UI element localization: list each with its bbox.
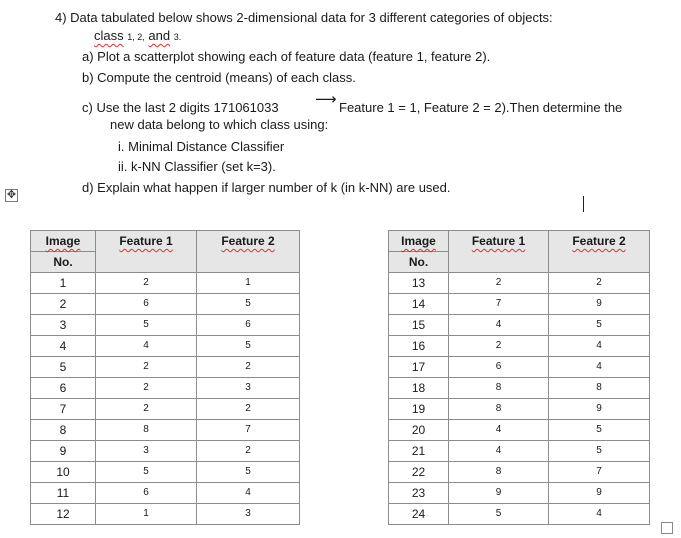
feature2-cell: 3 <box>197 378 300 399</box>
image-no-cell: 23 <box>389 483 449 504</box>
image-no-cell: 22 <box>389 462 449 483</box>
table-row <box>389 357 650 378</box>
feature2-cell: 2 <box>549 273 650 294</box>
feature2-cell: 2 <box>197 399 300 420</box>
image-no-cell: 5 <box>31 357 96 378</box>
table-row <box>389 483 650 504</box>
feature2-cell: 4 <box>549 357 650 378</box>
table-row <box>31 483 300 504</box>
feature2-cell: 7 <box>549 462 650 483</box>
table-row <box>389 441 650 462</box>
feature2-cell: 5 <box>549 420 650 441</box>
question-c-line2: new data belong to which class using: <box>110 117 329 132</box>
image-no-cell: 8 <box>31 420 96 441</box>
feature1-cell: 7 <box>449 294 549 315</box>
feature1-cell: 2 <box>96 273 197 294</box>
feature1-cell: 2 <box>96 378 197 399</box>
feature1-cell: 8 <box>449 462 549 483</box>
table-row <box>389 378 650 399</box>
feature1-cell: 4 <box>449 441 549 462</box>
question-d: d) Explain what happen if larger number of k (in k-NN) are used. <box>82 180 451 195</box>
header-feature2: Feature 2 <box>197 231 300 273</box>
header-image: Image <box>389 231 449 252</box>
feature1-cell: 3 <box>96 441 197 462</box>
question-intro <box>55 10 553 25</box>
feature1-cell: 2 <box>449 336 549 357</box>
feature2-cell: 9 <box>549 294 650 315</box>
table-row <box>389 504 650 525</box>
header-image: Image <box>31 231 96 252</box>
left-header-row <box>31 231 300 252</box>
feature2-cell: 1 <box>197 273 300 294</box>
image-no-cell: 16 <box>389 336 449 357</box>
feature2-cell: 9 <box>549 483 650 504</box>
feature1-cell: 2 <box>96 357 197 378</box>
header-feature1: Feature 1 <box>449 231 549 273</box>
class-word: class <box>94 28 124 43</box>
feature1-cell: 4 <box>449 315 549 336</box>
feature2-cell: 4 <box>197 483 300 504</box>
right-header-row <box>389 231 650 252</box>
table-move-icon[interactable]: ✥ <box>6 189 17 201</box>
image-no-cell: 2 <box>31 294 96 315</box>
table-row <box>31 294 300 315</box>
question-intro-text: 4) Data tabulated below shows 2-dimensional data for 3 different categories of objects: <box>55 10 553 25</box>
and-word: and <box>148 28 171 43</box>
image-no-cell: 14 <box>389 294 449 315</box>
table-row <box>31 273 300 294</box>
question-b: b) Compute the centroid (means) of each class. <box>82 70 356 85</box>
feature2-cell: 4 <box>549 504 650 525</box>
question-c <box>82 100 279 115</box>
question-c-i: i. Minimal Distance Classifier <box>118 139 285 154</box>
image-no-cell: 24 <box>389 504 449 525</box>
table-row <box>31 420 300 441</box>
table-row <box>31 336 300 357</box>
feature2-cell: 5 <box>549 441 650 462</box>
feature2-cell: 3 <box>197 504 300 525</box>
arrow-icon: ⟶ <box>315 91 337 108</box>
feature1-cell: 8 <box>96 420 197 441</box>
feature1-cell: 9 <box>449 483 549 504</box>
table-row <box>31 315 300 336</box>
feature1-cell: 6 <box>449 357 549 378</box>
image-no-cell: 7 <box>31 399 96 420</box>
table-row <box>389 399 650 420</box>
image-no-cell: 6 <box>31 378 96 399</box>
class-labels: 1, 2, <box>127 32 145 42</box>
table-row <box>389 294 650 315</box>
table-row <box>31 504 300 525</box>
feature1-cell: 1 <box>96 504 197 525</box>
header-no: No. <box>389 252 449 273</box>
table-row <box>389 273 650 294</box>
feature1-cell: 8 <box>449 378 549 399</box>
image-no-cell: 11 <box>31 483 96 504</box>
feature2-cell: 5 <box>197 294 300 315</box>
image-no-cell: 10 <box>31 462 96 483</box>
feature2-cell: 2 <box>197 357 300 378</box>
feature2-cell: 2 <box>197 441 300 462</box>
table-row <box>389 315 650 336</box>
header-feature2: Feature 2 <box>549 231 650 273</box>
feature1-cell: 2 <box>96 399 197 420</box>
question-intro-line2 <box>94 28 181 43</box>
feature1-cell: 6 <box>96 483 197 504</box>
question-c-ii: ii. k-NN Classifier (set k=3). <box>118 159 276 174</box>
feature1-cell: 4 <box>96 336 197 357</box>
table-row <box>389 420 650 441</box>
image-no-cell: 13 <box>389 273 449 294</box>
header-no: No. <box>31 252 96 273</box>
table-row <box>389 336 650 357</box>
feature2-cell: 8 <box>549 378 650 399</box>
left-data-table <box>30 230 300 525</box>
question-a: a) Plot a scatterplot showing each of feature data (feature 1, feature 2). <box>82 49 491 64</box>
feature1-cell: 5 <box>449 504 549 525</box>
image-no-cell: 21 <box>389 441 449 462</box>
feature1-cell: 5 <box>96 315 197 336</box>
table-row <box>389 462 650 483</box>
table-row <box>31 357 300 378</box>
feature1-cell: 8 <box>449 399 549 420</box>
image-no-cell: 12 <box>31 504 96 525</box>
header-feature1: Feature 1 <box>96 231 197 273</box>
feature2-cell: 5 <box>197 462 300 483</box>
image-no-cell: 3 <box>31 315 96 336</box>
feature1-cell: 5 <box>96 462 197 483</box>
image-no-cell: 18 <box>389 378 449 399</box>
feature2-cell: 5 <box>549 315 650 336</box>
class-three: 3. <box>173 32 182 42</box>
table-row <box>31 399 300 420</box>
image-no-cell: 4 <box>31 336 96 357</box>
table-resize-icon[interactable] <box>661 522 673 534</box>
feature2-cell: 9 <box>549 399 650 420</box>
image-no-cell: 20 <box>389 420 449 441</box>
image-no-cell: 1 <box>31 273 96 294</box>
feature2-cell: 4 <box>549 336 650 357</box>
feature1-cell: 4 <box>449 420 549 441</box>
feature2-cell: 5 <box>197 336 300 357</box>
feature1-cell: 6 <box>96 294 197 315</box>
image-no-cell: 19 <box>389 399 449 420</box>
question-c-part2: Feature 1 = 1, Feature 2 = 2).Then determine the <box>339 100 623 115</box>
question-c-part1: c) Use the last 2 digits 171061033 <box>82 100 279 115</box>
image-no-cell: 9 <box>31 441 96 462</box>
table-row <box>31 378 300 399</box>
feature2-cell: 6 <box>197 315 300 336</box>
image-no-cell: 17 <box>389 357 449 378</box>
text-cursor <box>583 196 584 212</box>
table-row <box>31 462 300 483</box>
feature1-cell: 2 <box>449 273 549 294</box>
table-row <box>31 441 300 462</box>
feature2-cell: 7 <box>197 420 300 441</box>
right-data-table <box>388 230 650 525</box>
image-no-cell: 15 <box>389 315 449 336</box>
